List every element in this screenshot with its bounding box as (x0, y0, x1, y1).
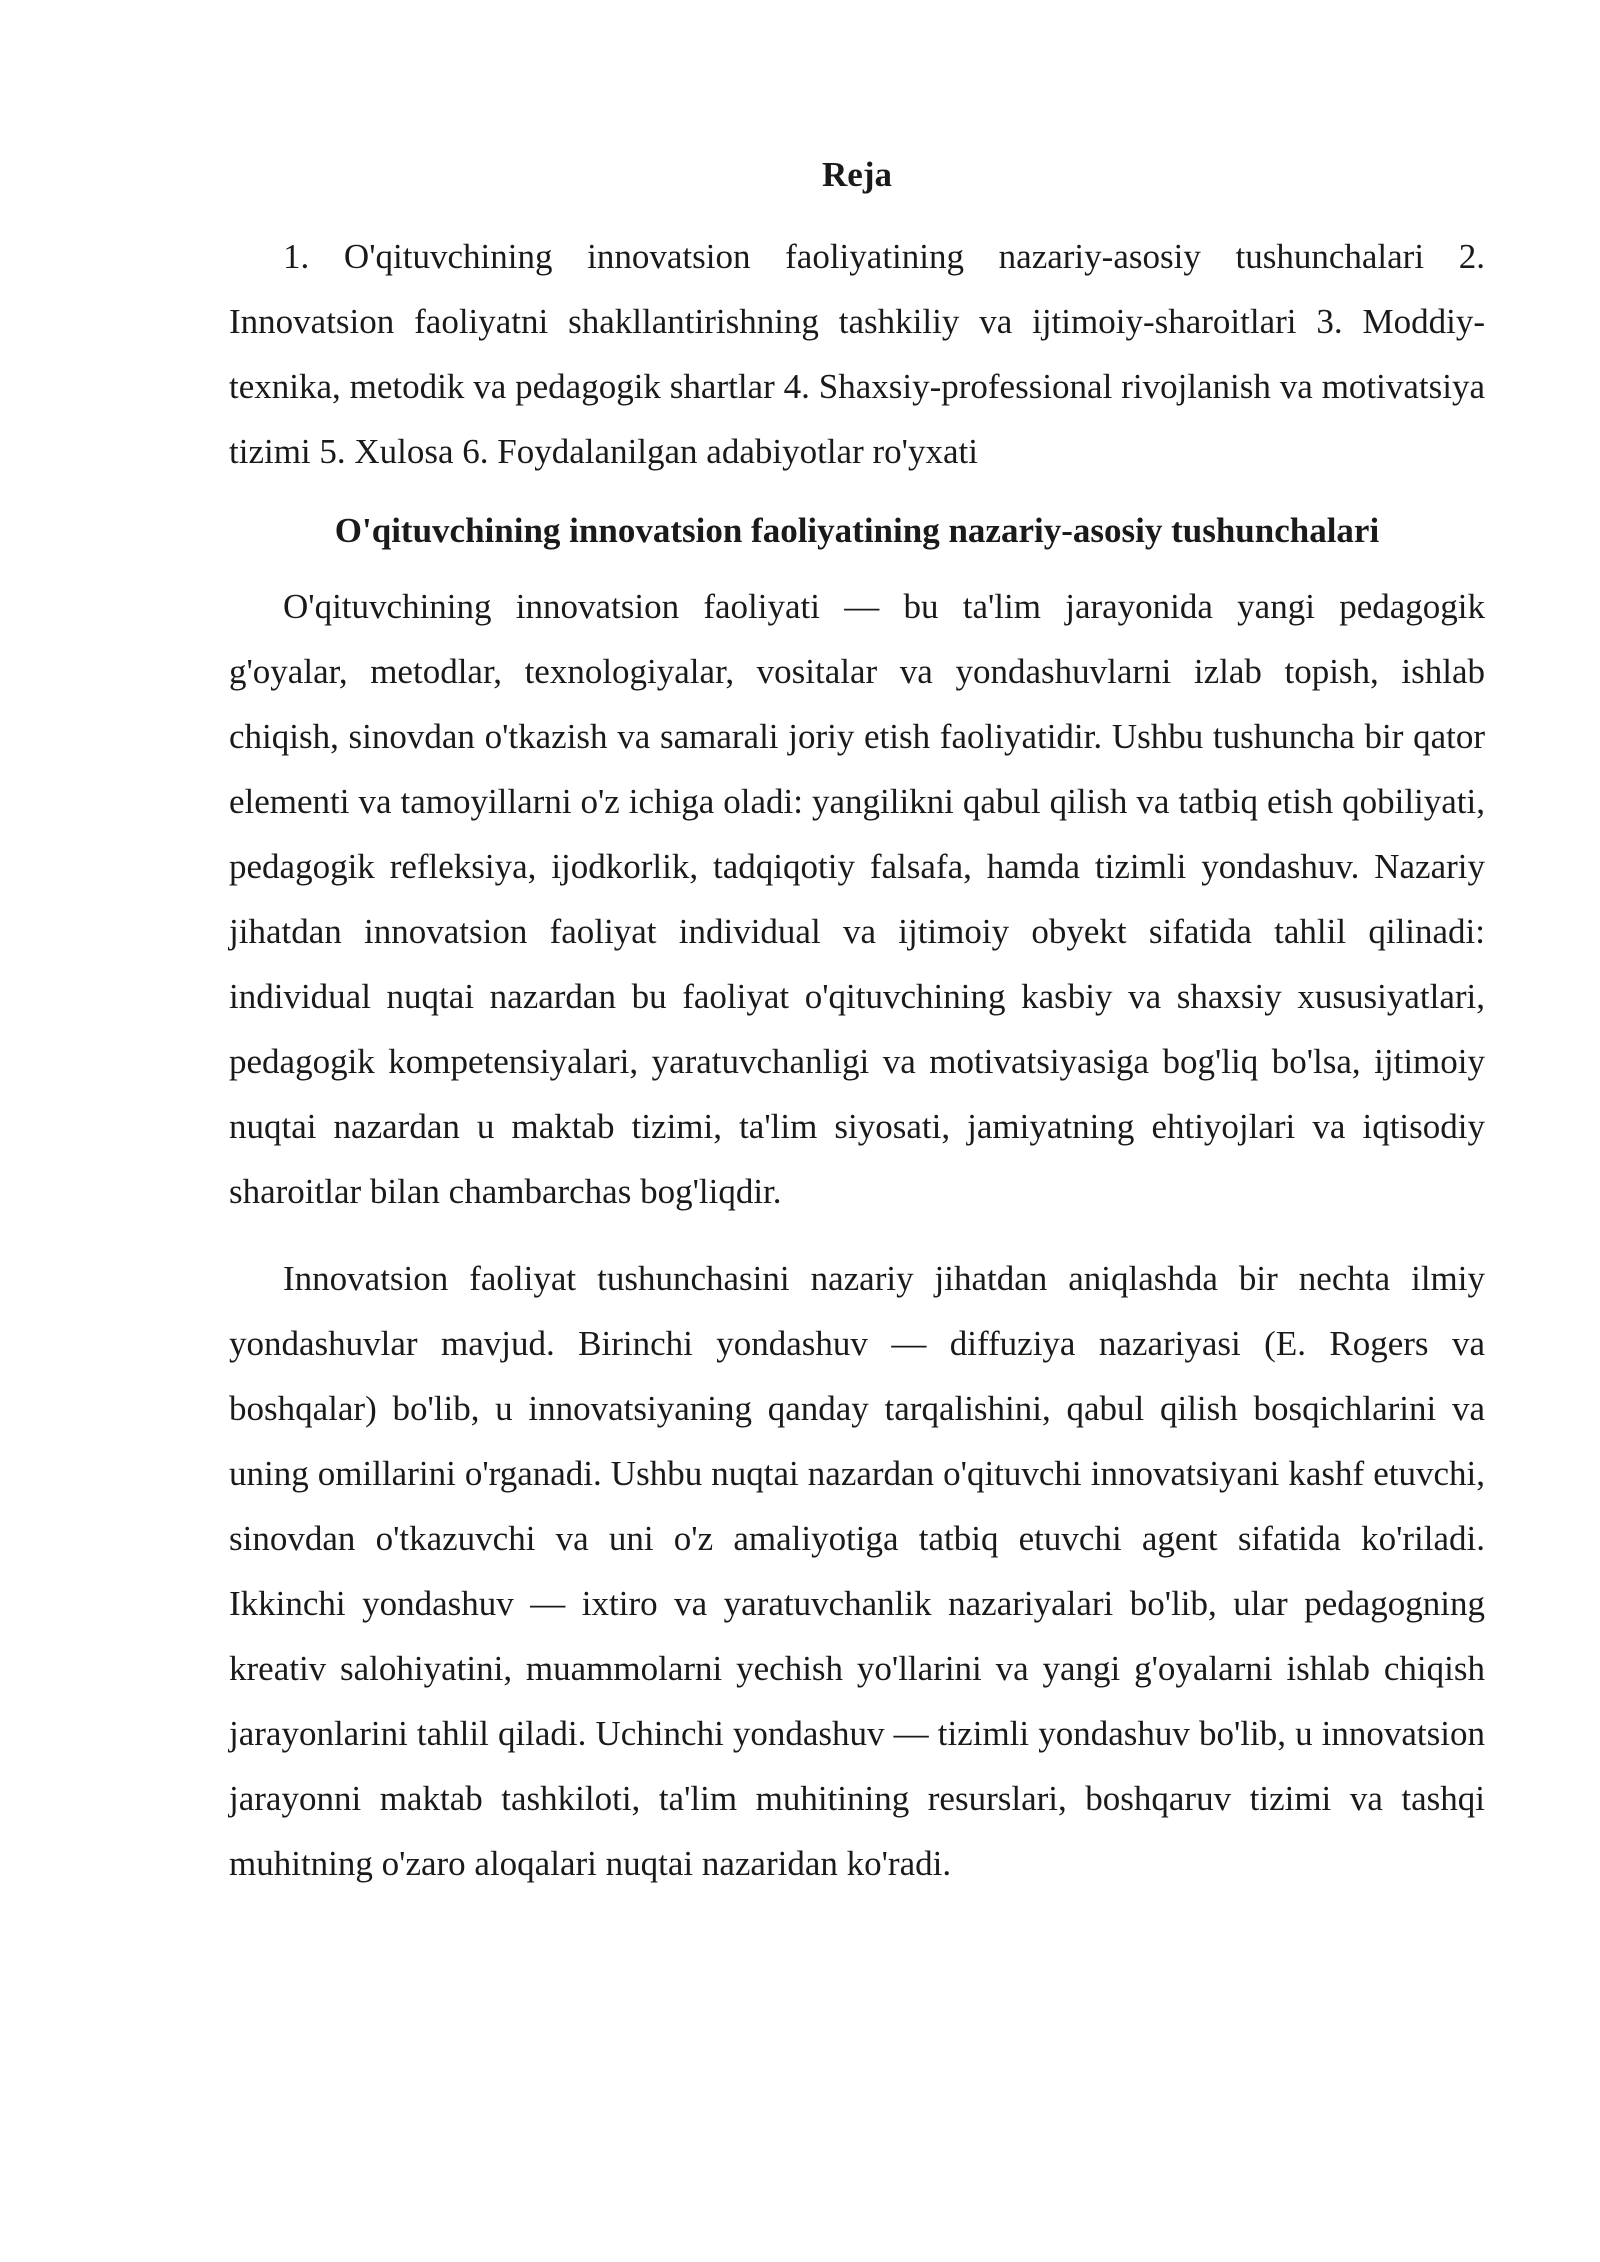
section-title: O'qituvchining innovatsion faoliyatining nazariy-asosiy tushunchalari (334, 511, 1380, 550)
plan-list: 1. O'qituvchining innovatsion faoliyatining nazariy-asosiy tushunchalari 2. Innovatsion faoliyatni shakllantirishning tashkiliy va ijtimoiy-sharoitlari 3. Moddiy-texnika, metodik va pedagogik shartlar 4. Shaxsiy-professional rivojlanish va motivatsiya tizimi 5. Xulosa 6. Foydalanilgan adabiyotlar ro'yxati (229, 237, 1485, 471)
plan-title: Reja (822, 155, 892, 194)
body-paragraph: Innovatsion faoliyat tushunchasini nazariy jihatdan aniqlashda bir nechta ilmiy yondashuvlar mavjud. Birinchi yondashuv — diffuziya nazariyasi (E. Rogers va boshqalar) bo'lib, u innovatsiyaning qanday tarqalishini, qabul qilish bosqichlarini va uning omillarini o'rganadi. Ushbu nuqtai nazardan o'qituvchi innovatsiyani kashf etuvchi, sinovdan o'tkazuvchi va uni o'z amaliyotiga tatbiq etuvchi agent sifatida ko'riladi. Ikkinchi yondashuv — ixtiro va yaratuvchanlik nazariyalari bo'lib, ular pedagogning kreativ salohiyatini, muammolarni yechish yo'llarini va yangi g'oyalarni ishlab chiqish jarayonlarini tahlil qiladi. Uchinchi yondashuv — tizimli yondashuv bo'lib, u innovatsion jarayonni maktab tashkiloti, ta'lim muhitining resurslari, boshqaruv tizimi va tashqi muhitning o'zaro aloqalari nuqtai nazaridan ko'radi. (229, 1259, 1485, 1883)
document-page (229, 150, 1485, 1896)
body-paragraph: O'qituvchining innovatsion faoliyati — bu ta'lim jarayonida yangi pedagogik g'oyalar, metodlar, texnologiyalar, vositalar va yondashuvlarni izlab topish, ishlab chiqish, sinovdan o'tkazish va samarali joriy etish faoliyatidir. Ushbu tushuncha bir qator elementi va tamoyillarni o'z ichiga oladi: yangilikni qabul qilish va tatbiq etish qobiliyati, pedagogik refleksiya, ijodkorlik, tadqiqotiy falsafa, hamda tizimli yondashuv. Nazariy jihatdan innovatsion faoliyat individual va ijtimoiy obyekt sifatida tahlil qilinadi: individual nuqtai nazardan bu faoliyat o'qituvchining kasbiy va shaxsiy xususiyatlari, pedagogik kompetensiyalari, yaratuvchanligi va motivatsiyasiga bog'liq bo'lsa, ijtimoiy nuqtai nazardan u maktab tizimi, ta'lim siyosati, jamiyatning ehtiyojlari va iqtisodiy sharoitlar bilan chambarchas bog'liqdir. (229, 587, 1485, 1211)
